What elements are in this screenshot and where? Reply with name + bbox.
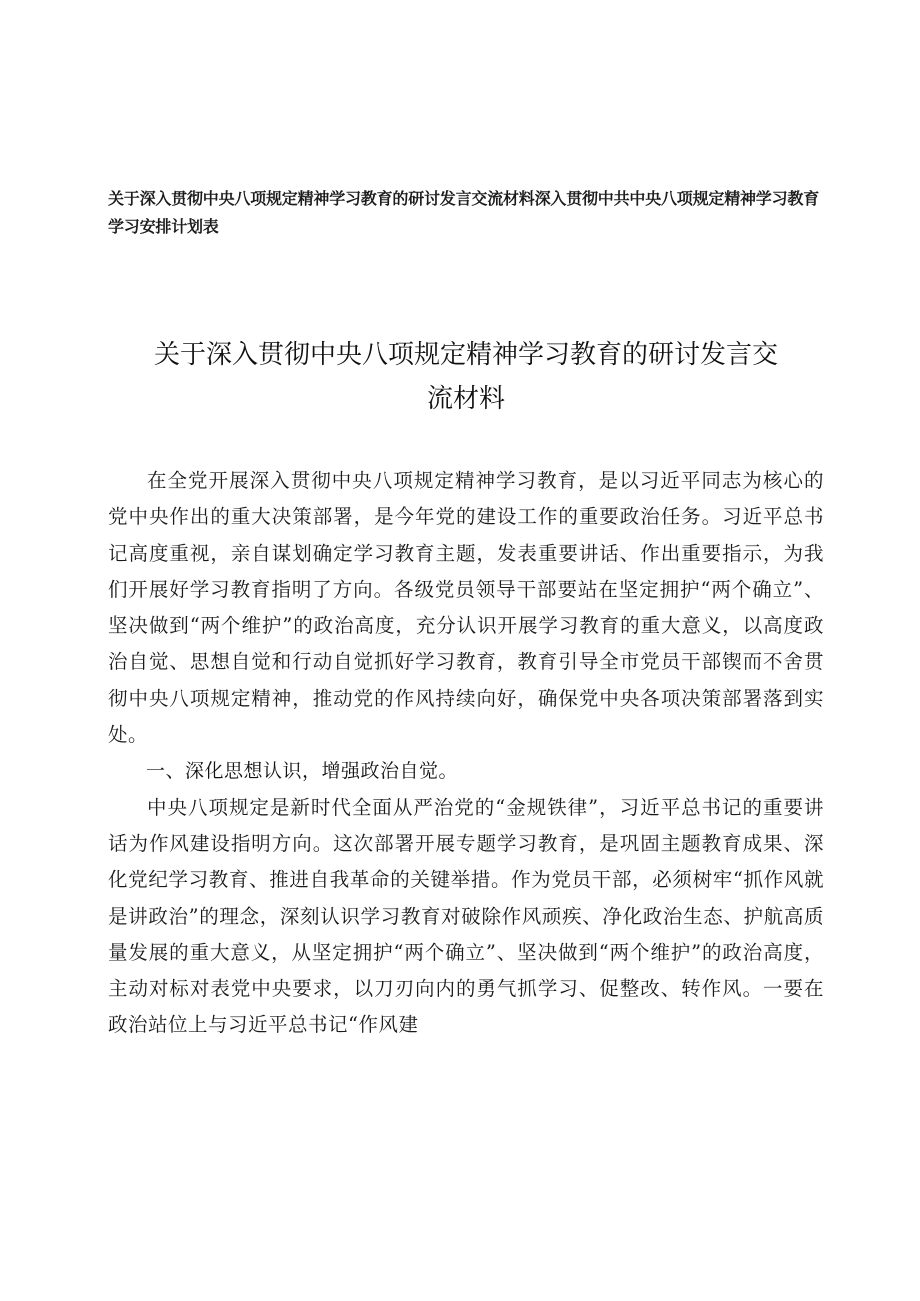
intro-paragraph: 在全党开展深入贯彻中央八项规定精神学习教育，是以习近平同志为核心的党中央作出的重大决策部署，是今年党的建设工作的重要政治任务。习近平总书记高度重视，亲自谋划确定学习教育主题，发表重要讲话、作出重要指示，为我们开展好学习教育指明了方向。各级党员领导干部要站在坚定拥护“两个确立”、坚决做到“两个维护”的政治高度，充分认识开展学习教育的重大意义，以高度政治自觉、思想自觉和行动自觉抓好学习教育，教育引导全市党员干部锲而不舍贯彻中央八项规定精神，推动党的作风持续向好，确保党中央各项决策部署落到实处。 [108, 469, 824, 747]
document-body [108, 463, 824, 1044]
title-line-2: 流材料 [426, 384, 505, 414]
document-title [108, 333, 824, 421]
section-1-heading: 一、深化思想认识，增强政治自觉。 [146, 760, 459, 783]
section-1-paragraph: 中央八项规定是新时代全面从严治党的“金规铁律”，习近平总书记的重要讲话为作风建设指明方向。这次部署开展专题学习教育，是巩固主题教育成果、深化党纪学习教育、推进自我革命的关键举措。作为党员干部，必须树牢“抓作风就是讲政治”的理念，深刻认识学习教育对破除作风顽疾、净化政治生态、护航高质量发展的重大意义，从坚定拥护“两个确立”、坚决做到“两个维护”的政治高度，主动对标对表党中央要求，以刀刃向内的勇气抓学习、促整改、转作风。一要在政治站位上与习近平总书记“作风建 [108, 795, 824, 1037]
title-line-1: 关于深入贯彻中央八项规定精神学习教育的研讨发言交 [153, 340, 778, 370]
document-header: 关于深入贯彻中央八项规定精神学习教育的研讨发言交流材料深入贯彻中共中央八项规定精神学习教育学习安排计划表 [108, 189, 820, 236]
